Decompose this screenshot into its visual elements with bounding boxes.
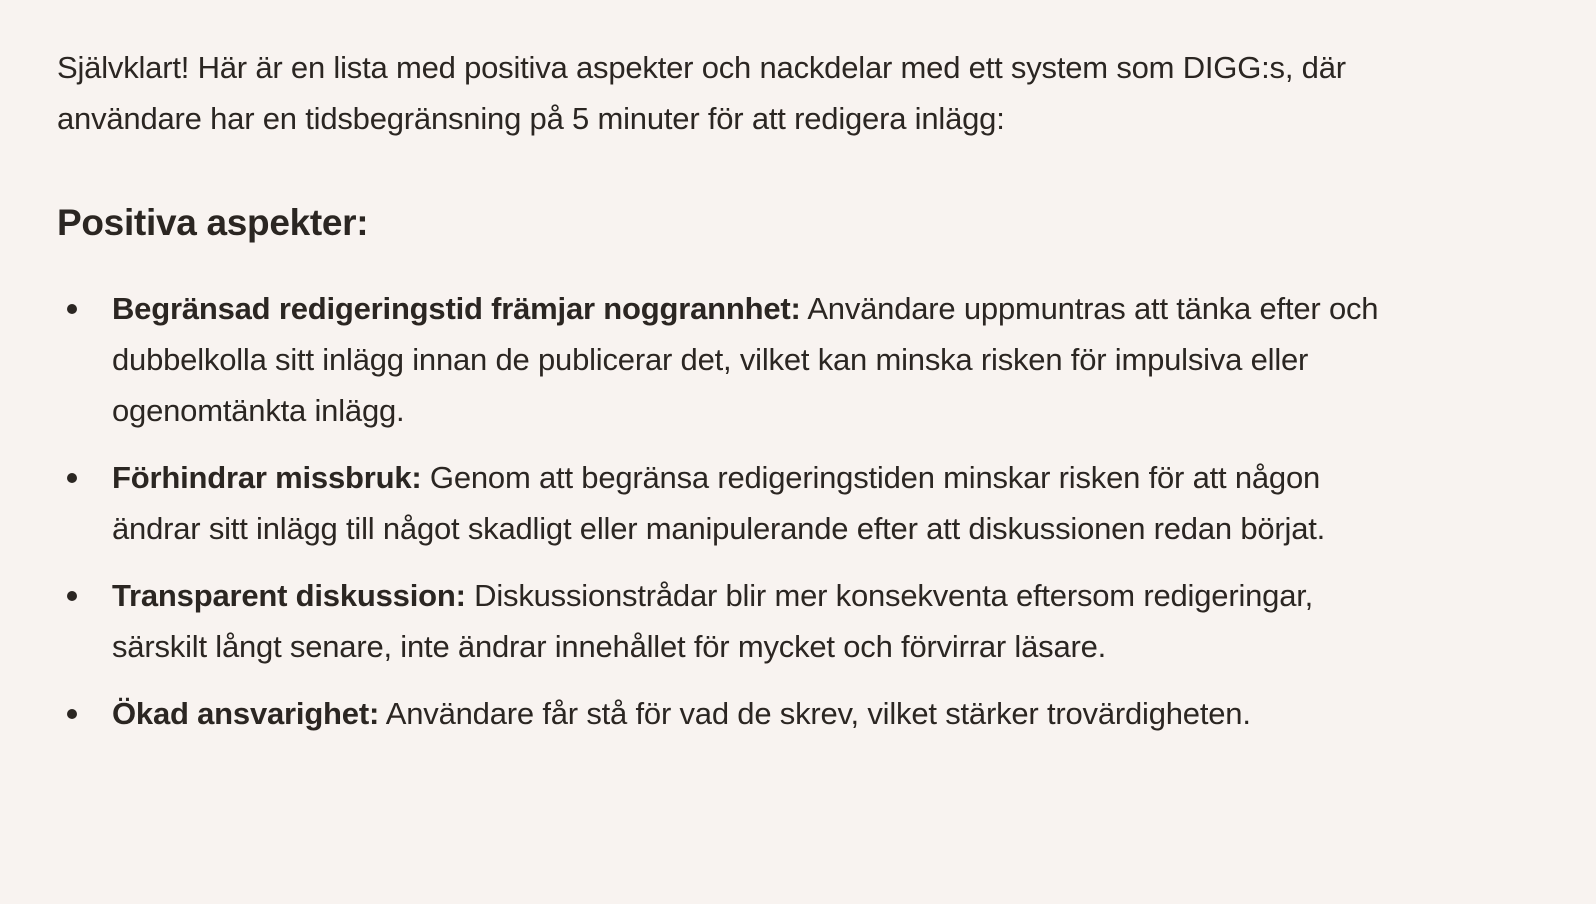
list-item-title: Ökad ansvarighet: — [112, 696, 380, 731]
bullet-icon — [67, 591, 77, 601]
list-item-text: Användare uppmuntras att tänka efter och dubbelkolla sitt inlägg innan de publicerar det, vilket kan minska risken för impulsiva eller ogenomtänkta inlägg. — [112, 291, 1379, 428]
list-item — [57, 688, 1412, 739]
list-item — [57, 570, 1412, 672]
list-item-text: Genom att begränsa redigeringstiden minskar risken för att någon ändrar sitt inlägg till något skadligt eller manipulerande efter att diskussionen redan börjat. — [112, 460, 1326, 546]
bullet-icon — [67, 304, 77, 314]
list-item — [57, 452, 1412, 554]
bullet-icon — [67, 709, 77, 719]
list-item — [57, 283, 1412, 436]
positive-aspects-list — [57, 283, 1497, 739]
section-heading: Positiva aspekter: — [57, 202, 369, 243]
list-item-title: Begränsad redigeringstid främjar noggrannhet: — [112, 291, 801, 326]
list-item-text: Diskussionstrådar blir mer konsekventa eftersom redigeringar, särskilt långt senare, inte ändrar innehållet för mycket och förvirrar läsare. — [112, 578, 1314, 664]
list-item-title: Förhindrar missbruk: — [112, 460, 422, 495]
message-content — [57, 42, 1497, 755]
intro-paragraph: Självklart! Här är en lista med positiva aspekter och nackdelar med ett system som DIGG:s, där användare har en tidsbegränsning på 5 minuter för att redigera inlägg: — [57, 50, 1346, 136]
list-item-text: Användare får stå för vad de skrev, vilket stärker trovärdigheten. — [385, 696, 1251, 731]
list-item-title: Transparent diskussion: — [112, 578, 466, 613]
bullet-icon — [67, 473, 77, 483]
